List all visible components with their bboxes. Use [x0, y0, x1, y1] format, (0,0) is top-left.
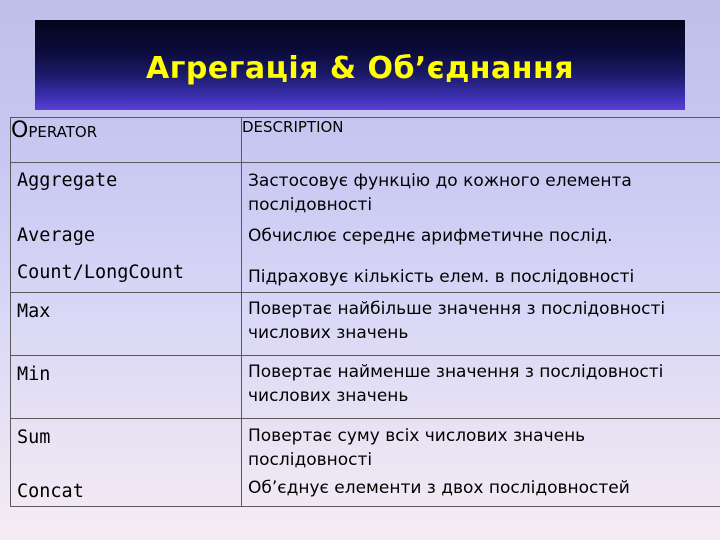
operator-header: OPERATOR: [11, 118, 242, 163]
description-header: DESCRIPTION: [242, 118, 720, 163]
operator-cell: [11, 163, 242, 263]
operator-name: Max: [17, 301, 51, 322]
operator-description: Повертає найбільше значення з послідовності числових значень: [248, 299, 666, 343]
description-cell: [242, 293, 720, 356]
operator-description: Підраховує кількість елем. в послідовності: [248, 266, 635, 287]
description-cell: [242, 419, 720, 507]
table-row: [11, 356, 720, 419]
operator-cell: [11, 419, 242, 507]
table-row: [11, 263, 720, 293]
operator-description: Застосовує функцію до кожного елемента послідовності: [248, 171, 632, 215]
operator-description: Обчислює середнє арифметичне послід.: [248, 226, 613, 246]
operator-name: Sum: [17, 427, 51, 448]
operator-name: Count/LongCount: [17, 261, 185, 283]
operator-description: Об’єднує елементи з двох послідовностей: [248, 478, 630, 498]
operator-name: Average: [17, 225, 95, 246]
operator-name: Min: [17, 364, 51, 385]
operator-description: Повертає суму всіх числових значень послідовності: [248, 426, 586, 470]
table-row: [11, 163, 720, 263]
operator-cell: [11, 356, 242, 419]
table-row: [11, 293, 720, 356]
table-header-row: [11, 118, 720, 163]
table-row: [11, 419, 720, 507]
title-banner: [35, 20, 685, 110]
operator-name: Concat: [17, 481, 84, 502]
operator-cell: [11, 263, 242, 293]
description-cell: [242, 163, 720, 263]
operator-name: Aggregate: [17, 170, 118, 191]
operator-description: Повертає найменше значення з послідовності числових значень: [248, 362, 664, 406]
operators-table: [10, 117, 720, 507]
description-cell: [242, 356, 720, 419]
slide-title: Агрегація & Об’єднання: [145, 50, 574, 86]
description-cell: [242, 263, 720, 293]
operator-cell: [11, 293, 242, 356]
